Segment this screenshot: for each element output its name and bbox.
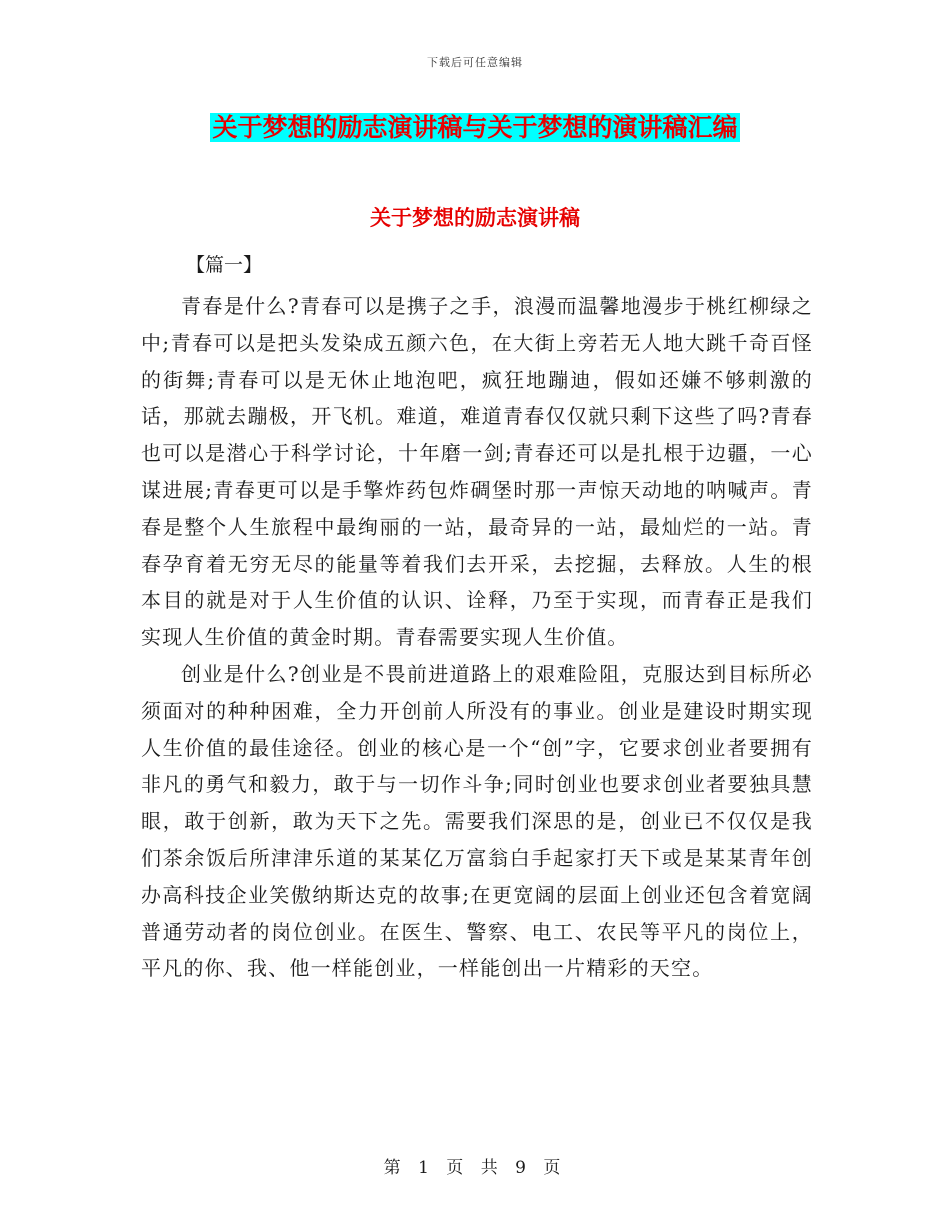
document-title-text: 关于梦想的励志演讲稿与关于梦想的演讲稿汇编 bbox=[212, 113, 738, 142]
paragraph: 青春是什么?青春可以是携子之手，浪漫而温馨地漫步于桃红柳绿之中;青春可以是把头发染成五颜六色，在大街上旁若无人地大跳千奇百怪的街舞;青春可以是无休止地泡吧，疯狂地蹦迪，假如还嫌不够刺激的话，那就去蹦极，开飞机。难道，难道青春仅仅就只剩下这些了吗?青春也可以是潜心于科学讨论，十年磨一剑;青春还可以是扎根于边疆，一心谋进展;青春更可以是手擎炸药包炸碉堡时那一声惊天动地的呐喊声。青春是整个人生旅程中最绚丽的一站，最奇异的一站，最灿烂的一站。青春孕育着无穷无尽的能量等着我们去开采，去挖掘，去释放。人生的根本目的就是对于人生价值的认识、诠释，乃至于实现，而青春正是我们实现人生价值的黄金时期。青春需要实现人生价值。 bbox=[141, 294, 813, 650]
section-label: 【篇一】 bbox=[186, 254, 263, 276]
paragraph: 创业是什么?创业是不畏前进道路上的艰难险阻，克服达到目标所必须面对的种种困难，全力开创前人所没有的事业。创业是建设时期实现人生价值的最佳途径。创业的核心是一个“创”字，它要求创业者要拥有非凡的勇气和毅力，敢于与一切作斗争;同时创业也要求创业者要独具慧眼，敢于创新，敢为天下之先。需要我们深思的是，创业已不仅仅是我们茶余饭后所津津乐道的某某亿万富翁白手起家打天下或是某某青年创办高科技企业笑傲纳斯达克的故事;在更宽阔的层面上创业还包含着宽阔普通劳动者的岗位创业。在医生、警察、电工、农民等平凡的岗位上，平凡的你、我、他一样能创业，一样能创出一片精彩的天空。 bbox=[141, 661, 813, 981]
document-body bbox=[141, 288, 813, 987]
header-note: 下载后可任意编辑 bbox=[427, 56, 523, 69]
document-subtitle: 关于梦想的励志演讲稿 bbox=[370, 206, 580, 230]
document-title bbox=[0, 110, 950, 146]
page-indicator: 第 1 页 共 9 页 bbox=[383, 1158, 567, 1178]
